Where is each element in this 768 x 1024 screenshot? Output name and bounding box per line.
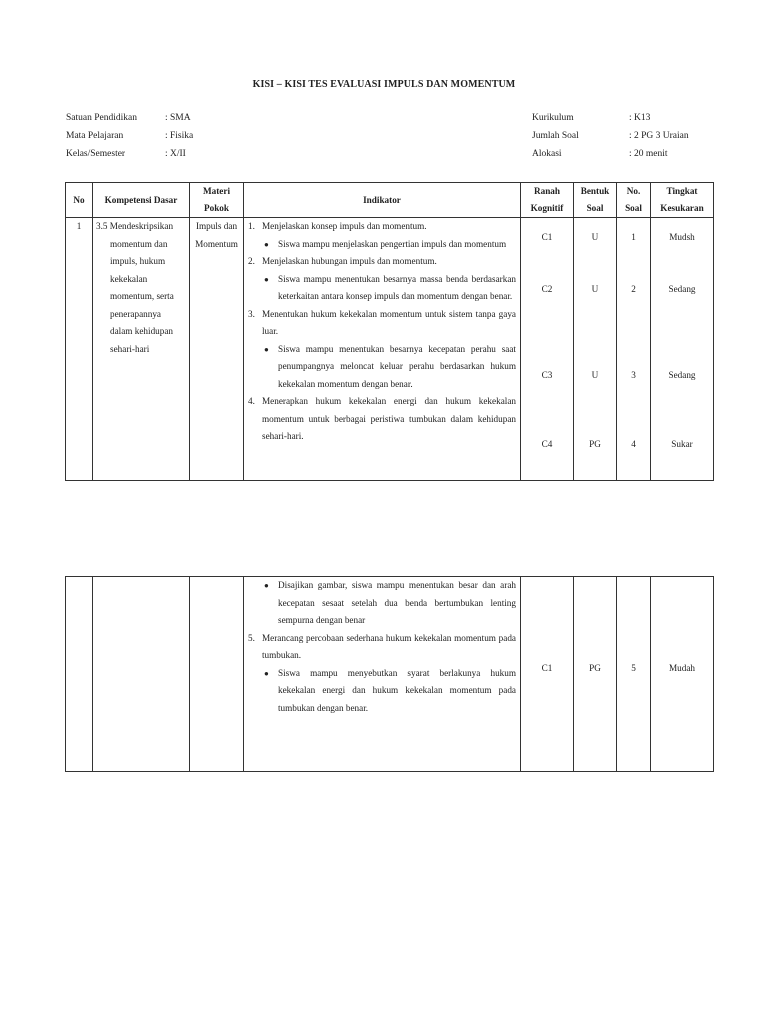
bullet-icon: ● <box>264 668 269 678</box>
header-indikator: Indikator <box>244 183 521 218</box>
table-row <box>66 577 714 772</box>
meta-value: : Fisika <box>165 131 194 141</box>
cell-tingkat: Mudsh Sedang Sedang Sukar <box>651 218 714 481</box>
meta-value: : 20 menit <box>629 149 668 159</box>
cell-indikator <box>244 577 521 772</box>
cell-nosoal: 1 2 3 4 <box>617 218 651 481</box>
indicator-bullet: ● Siswa mampu menentukan besarnya kecepatan perahu saat penumpangnya meloncat keluar perahu berdasarkan hukum kekekalan momentum dengan benar. <box>248 341 516 394</box>
meta-row-kurikulum <box>532 109 689 127</box>
header-nosoal: No. Soal <box>617 183 651 218</box>
kisi-table <box>65 182 714 481</box>
cell-ranah: C1 C2 C3 C4 <box>521 218 574 481</box>
cell-nosoal: 5 <box>617 577 651 772</box>
header-materi: Materi Pokok <box>190 183 244 218</box>
meta-label: Kurikulum <box>532 113 574 123</box>
meta-label: Satuan Pendidikan <box>66 113 137 123</box>
indicator-bullet: ● Siswa mampu menentukan besarnya massa benda berdasarkan keterkaitan antara konsep impuls dan momentum dengan benar. <box>248 271 516 306</box>
bullet-icon: ● <box>264 239 269 249</box>
meta-label: Mata Pelajaran <box>66 131 124 141</box>
cell-kompetensi: 3.5 Mendeskripsikan momentum dan impuls, hukum kekekalan momentum, serta penerapannya dalam kehidupan sehari-hari <box>93 218 190 481</box>
meta-label: Kelas/Semester <box>66 149 126 159</box>
meta-value: : K13 <box>629 113 651 123</box>
document-title: KISI – KISI TES EVALUASI IMPULS DAN MOMENTUM <box>252 79 516 90</box>
header-no: No <box>66 183 93 218</box>
meta-row-kelas <box>66 145 193 163</box>
indicator-bullet: ● Disajikan gambar, siswa mampu menentukan besar dan arah kecepatan sesaat setelah dua benda bertumbukan lenting sempurna dengan benar <box>248 577 516 630</box>
indicator-bullet: ● Siswa mampu menyebutkan syarat berlakunya hukum kekekalan energi dan hukum kekekalan momentum pada tumbukan dengan benar. <box>248 665 516 718</box>
indicator-item: 5. Merancang percobaan sederhana hukum kekekalan momentum pada tumbukan. <box>248 632 516 660</box>
header-row <box>66 183 714 218</box>
indicator-item: 2. Menjelaskan hubungan impuls dan momentum. <box>248 256 437 266</box>
cell-materi: Impuls dan Momentum <box>190 218 244 481</box>
meta-label: Jumlah Soal <box>532 131 579 141</box>
cell-bentuk: U U U PG <box>574 218 617 481</box>
header-kompetensi: Kompetensi Dasar <box>93 183 190 218</box>
header-ranah: Ranah Kognitif <box>521 183 574 218</box>
indicator-item: 4. Menerapkan hukum kekekalan energi dan hukum kekekalan momentum untuk berbagai peristiwa tumbukan dalam kehidupan sehari-hari. <box>248 396 516 441</box>
meta-value: : 2 PG 3 Uraian <box>629 131 689 141</box>
meta-value: : SMA <box>165 113 191 123</box>
cell-no: 1 <box>66 218 93 481</box>
indicator-item: 3. Menentukan hukum kekekalan momentum untuk sistem tanpa gaya luar. <box>248 308 516 336</box>
header-bentuk: Bentuk Soal <box>574 183 617 218</box>
table-row <box>66 218 714 481</box>
cell-no <box>66 577 93 772</box>
indicator-item: 1. Menjelaskan konsep impuls dan momentum. <box>248 221 427 231</box>
cell-indikator <box>244 218 521 481</box>
meta-row-alokasi <box>532 145 689 163</box>
cell-kompetensi <box>93 577 190 772</box>
meta-value: : X/II <box>165 149 186 159</box>
bullet-icon: ● <box>264 581 269 590</box>
cell-ranah: C1 <box>521 577 574 772</box>
meta-row-mapel <box>66 127 193 145</box>
meta-label: Alokasi <box>532 149 562 159</box>
header-tingkat: Tingkat Kesukaran <box>651 183 714 218</box>
meta-left <box>66 109 193 163</box>
meta-right <box>532 109 689 163</box>
kisi-table-continued <box>65 576 714 772</box>
cell-bentuk: PG <box>574 577 617 772</box>
cell-materi <box>190 577 244 772</box>
cell-tingkat: Mudah <box>651 577 714 772</box>
bullet-icon: ● <box>264 344 269 354</box>
indicator-bullet: ● Siswa mampu menjelaskan pengertian impuls dan momentum <box>248 236 516 254</box>
meta-row-satuan <box>66 109 193 127</box>
bullet-icon: ● <box>264 274 269 284</box>
meta-row-jumlah <box>532 127 689 145</box>
